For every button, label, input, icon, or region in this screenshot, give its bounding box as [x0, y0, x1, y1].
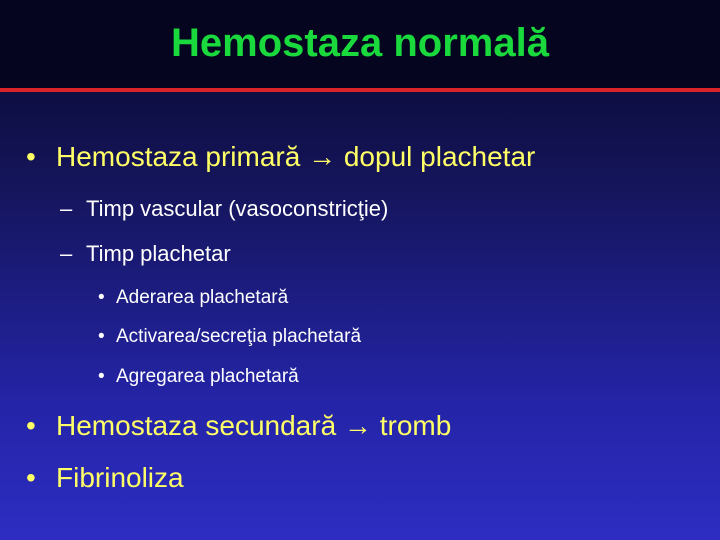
- bullet-text: Hemostaza secundară → tromb: [56, 410, 452, 441]
- sub-sub-item-adhesion: [98, 286, 288, 310]
- bullet-marker: •: [26, 462, 36, 493]
- sub-item-platelet: [60, 240, 231, 268]
- bullet-marker: •: [98, 366, 105, 387]
- bullet-text: Hemostaza primară → dopul plachetar: [56, 141, 536, 172]
- sub-sub-item-activation: [98, 325, 361, 349]
- bullet-marker: •: [98, 287, 105, 308]
- bullet-item-secondary: [26, 409, 451, 443]
- dash-marker: –: [60, 196, 73, 221]
- bullet-item-primary: [26, 140, 535, 174]
- bullet-item-fibrinolysis: [26, 461, 184, 495]
- sub-item-text: Timp plachetar: [86, 241, 231, 266]
- sub-sub-item-text: Activarea/secreţia plachetară: [116, 326, 362, 347]
- title-divider: [0, 88, 720, 92]
- sub-item-text: Timp vascular (vasoconstricţie): [86, 196, 389, 221]
- sub-item-vascular: [60, 195, 388, 223]
- sub-sub-item-text: Agregarea plachetară: [116, 366, 299, 387]
- slide-title: Hemostaza normală: [171, 21, 549, 65]
- bullet-marker: •: [98, 326, 105, 347]
- bullet-text: Fibrinoliza: [56, 462, 184, 493]
- bullet-marker: •: [26, 410, 36, 441]
- bullet-marker: •: [26, 141, 36, 172]
- sub-sub-item-aggregation: [98, 365, 299, 389]
- sub-sub-item-text: Aderarea plachetară: [116, 287, 289, 308]
- dash-marker: –: [60, 241, 73, 266]
